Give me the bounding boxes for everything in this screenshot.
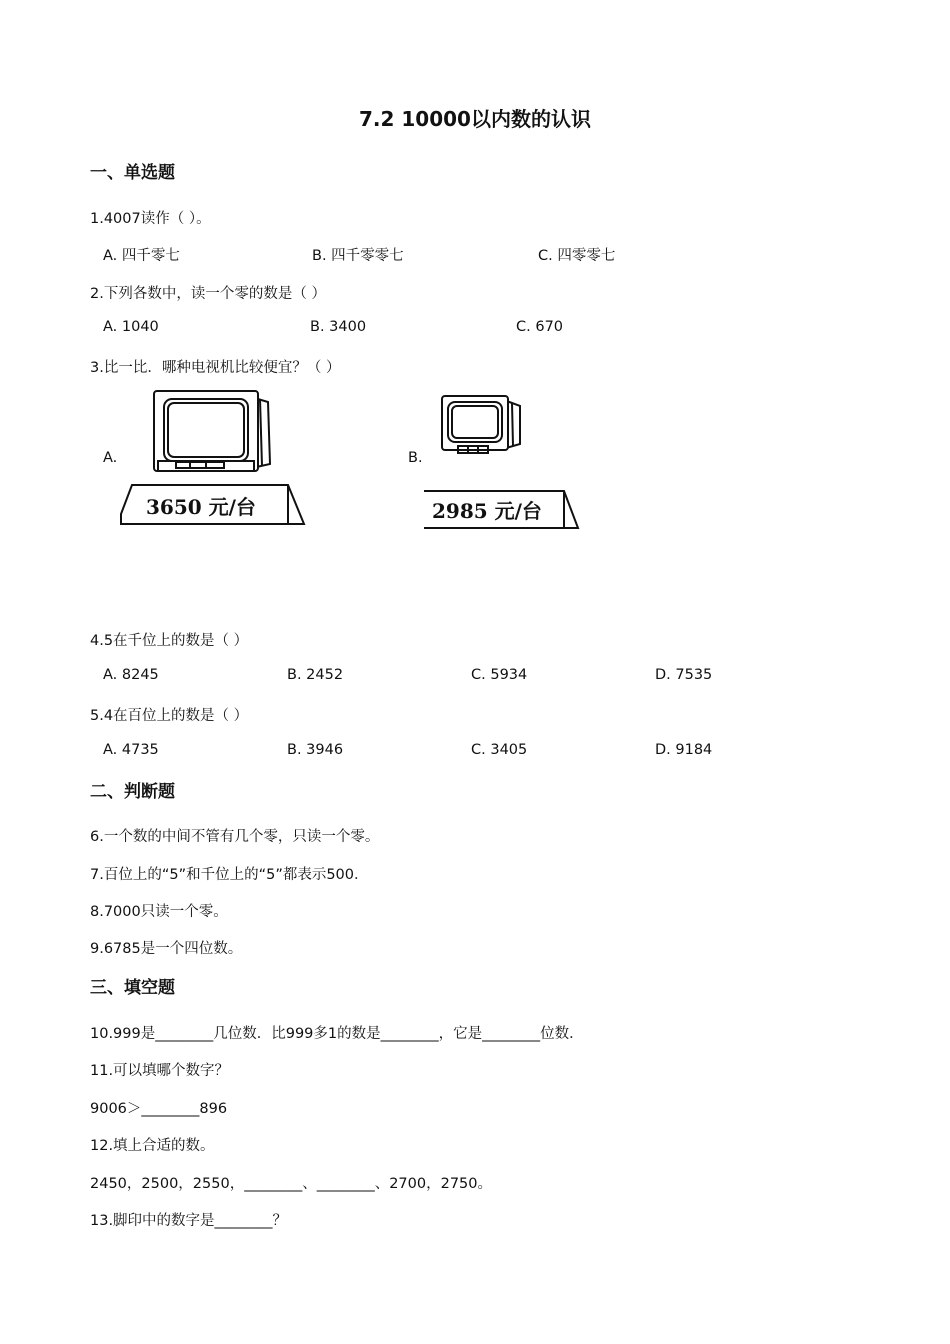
question-10: 10.999是________几位数．比999多1的数是________，它是________位数． (90, 1026, 584, 1042)
section-heading-true-false: 二、判断题 (90, 782, 175, 802)
q2-option-c: C. 670 (516, 319, 564, 335)
question-4: 4.5在千位上的数是（ ） (90, 633, 249, 649)
question-12: 12.填上合适的数。 (90, 1138, 215, 1154)
price-tag-a: 3650 元/台 (146, 495, 256, 519)
question-6: 6.一个数的中间不管有几个零，只读一个零。 (90, 829, 380, 845)
tv-small-icon (422, 390, 582, 532)
question-12-line: 2450，2500，2550，________、________、2700，2750。 (90, 1176, 493, 1192)
q5-option-b: B. 3946 (287, 742, 344, 758)
q3-option-a-label: A. (103, 450, 118, 466)
question-13: 13.脚印中的数字是________？ (90, 1213, 288, 1229)
q4-option-d: D. 7535 (655, 667, 713, 683)
q1-option-b: B. 四千零零七 (312, 248, 404, 264)
q1-option-a: A. 四千零七 (103, 248, 180, 264)
q5-option-c: C. 3405 (471, 742, 528, 758)
question-5: 5.4在百位上的数是（ ） (90, 708, 249, 724)
question-2: 2.下列各数中，读一个零的数是（ ） (90, 286, 326, 302)
tv-large-icon (118, 388, 308, 530)
question-11-line: 9006＞________896 (90, 1101, 228, 1117)
question-7: 7.百位上的“5”和千位上的“5”都表示500． (90, 867, 369, 883)
question-11: 11.可以填哪个数字？ (90, 1063, 230, 1079)
question-8: 8.7000只读一个零。 (90, 904, 228, 920)
q2-option-b: B. 3400 (310, 319, 367, 335)
section-heading-single-choice: 一、单选题 (90, 163, 175, 183)
question-3: 3.比一比．哪种电视机比较便宜？（ ） (90, 360, 341, 376)
price-tag-b: 2985 元/台 (432, 499, 542, 523)
q4-option-a: A. 8245 (103, 667, 159, 683)
section-heading-fill-blank: 三、填空题 (90, 978, 175, 998)
q4-option-b: B. 2452 (287, 667, 344, 683)
question-1: 1.4007读作（ ）。 (90, 211, 211, 227)
q5-option-d: D. 9184 (655, 742, 713, 758)
q5-option-a: A. 4735 (103, 742, 159, 758)
page-title: 7.2 10000以内数的认识 (359, 107, 591, 131)
question-9: 9.6785是一个四位数。 (90, 941, 243, 957)
q1-option-c: C. 四零零七 (538, 248, 616, 264)
q3-option-b-label: B. (408, 450, 423, 466)
q2-option-a: A. 1040 (103, 319, 159, 335)
q4-option-c: C. 5934 (471, 667, 528, 683)
